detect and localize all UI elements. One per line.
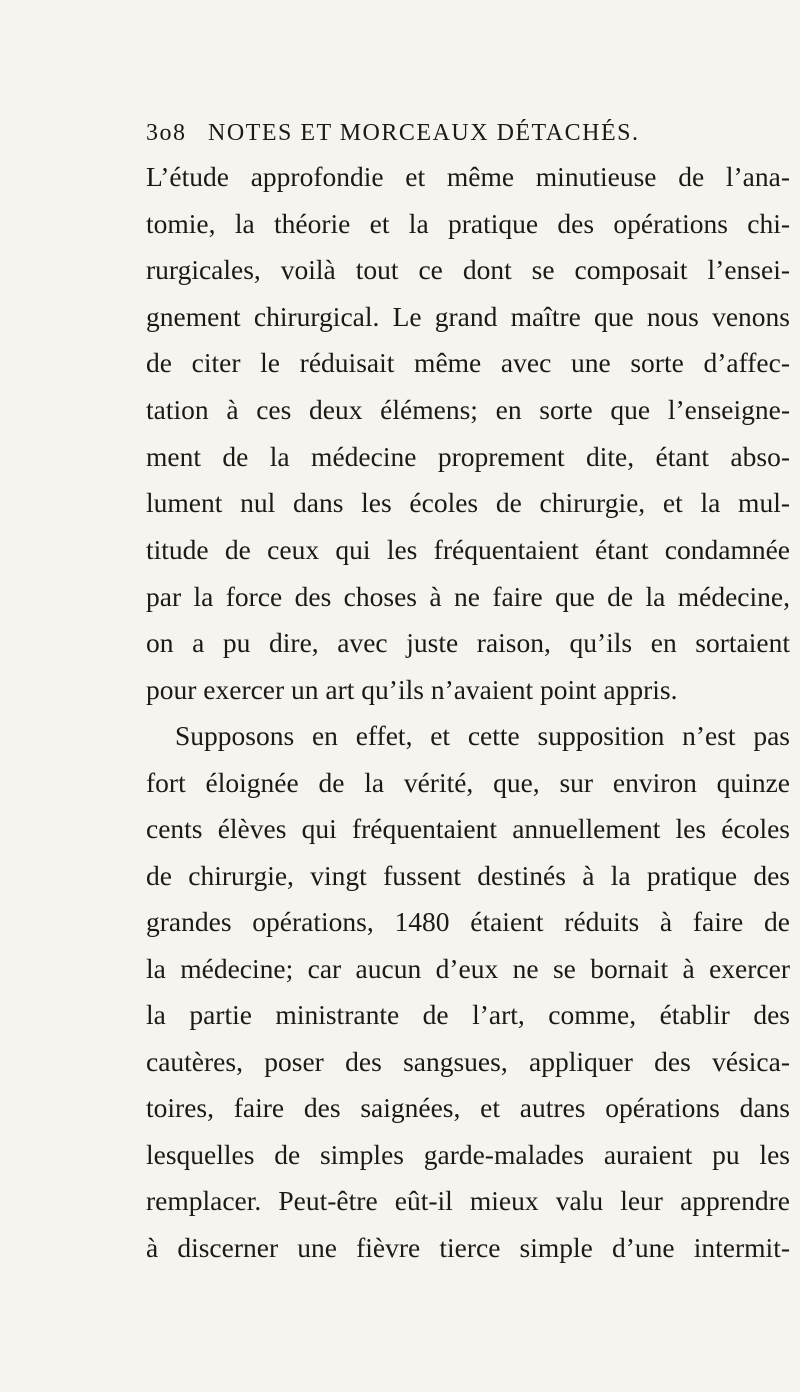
- text-line: lument nul dans les écoles de chirurgie, et la mul-: [146, 487, 790, 518]
- text-line: remplacer. Peut-être eût-il mieux valu leur apprendre: [146, 1185, 790, 1216]
- text-line: Supposons en effet, et cette supposition n’est pas: [175, 720, 790, 751]
- text-line: L’étude approfondie et même minutieuse de l’ana-: [146, 161, 790, 192]
- text-line: gnement chirurgical. Le grand maître que nous venons: [146, 301, 790, 332]
- text-line: à discerner une fièvre tierce simple d’une intermit-: [146, 1232, 790, 1263]
- text-line: la partie ministrante de l’art, comme, établir des: [146, 999, 790, 1030]
- text-line: de chirurgie, vingt fussent destinés à la pratique des: [146, 860, 790, 891]
- text-line: lesquelles de simples garde-malades auraient pu les: [146, 1139, 790, 1170]
- text-line: on a pu dire, avec juste raison, qu’ils en sortaient: [146, 627, 790, 658]
- text-line: rurgicales, voilà tout ce dont se composait l’ensei-: [146, 254, 790, 285]
- text-line: pour exercer un art qu’ils n’avaient point appris.: [146, 674, 678, 705]
- text-line: tomie, la théorie et la pratique des opérations chi-: [146, 208, 790, 239]
- text-line: de citer le réduisait même avec une sorte d’affec-: [146, 347, 790, 378]
- text-line: cents élèves qui fréquentaient annuellement les écoles: [146, 813, 790, 844]
- text-line: par la force des choses à ne faire que de la médecine,: [146, 581, 790, 612]
- page-header: [146, 120, 746, 160]
- text-line: cautères, poser des sangsues, appliquer des vésica-: [146, 1046, 790, 1077]
- page-number: 3o8: [146, 120, 187, 146]
- text-line: fort éloignée de la vérité, que, sur environ quinze: [146, 767, 790, 798]
- text-line: grandes opérations, 1480 étaient réduits à faire de: [146, 906, 790, 937]
- text-line: titude de ceux qui les fréquentaient étant condamnée: [146, 534, 790, 565]
- running-title: NOTES ET MORCEAUX DÉTACHÉS.: [208, 120, 640, 146]
- text-line: la médecine; car aucun d’eux ne se bornait à exercer: [146, 953, 790, 984]
- text-line: tation à ces deux élémens; en sorte que l’enseigne-: [146, 394, 790, 425]
- text-line: ment de la médecine proprement dite, étant abso-: [146, 441, 790, 472]
- text-line: toires, faire des saignées, et autres opérations dans: [146, 1092, 790, 1123]
